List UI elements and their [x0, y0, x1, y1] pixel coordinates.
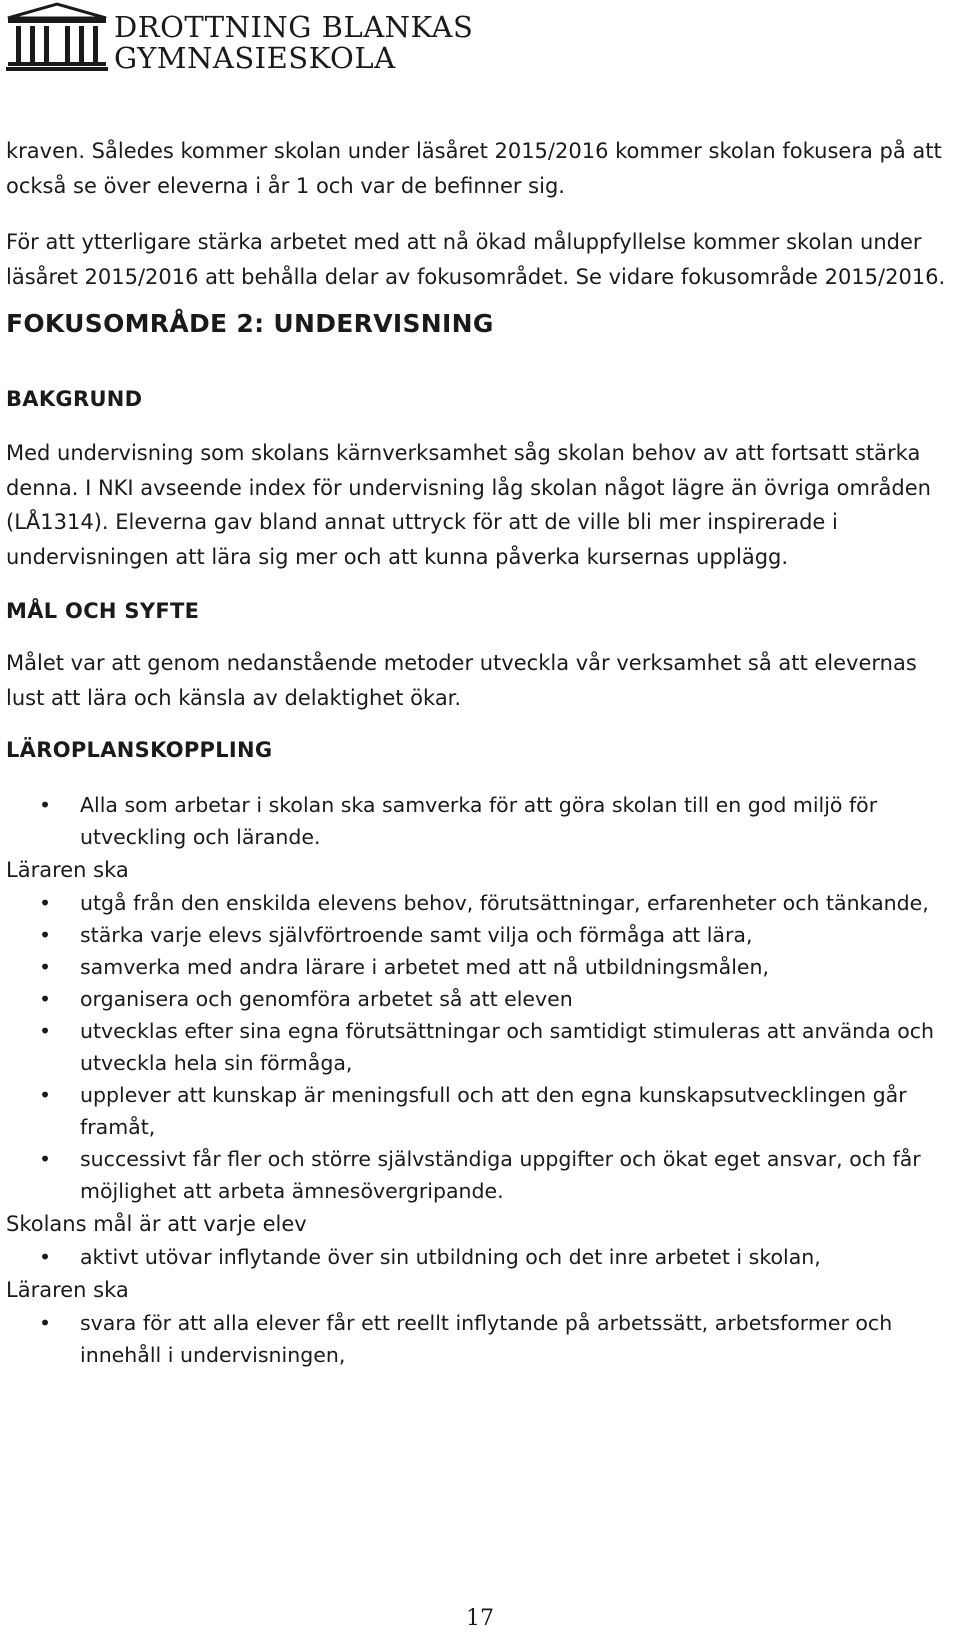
mal-heading: MÅL OCH SYFTE	[6, 599, 200, 623]
list-item-text: samverka med andra lärare i arbetet med att nå utbildningsmålen,	[80, 955, 770, 979]
list-item-text: utvecklas efter sina egna förutsättningar och samtidigt stimuleras att använda och utveckla hela sin förmåga,	[80, 1019, 935, 1075]
mal-text: Målet var att genom nedanstående metoder utveckla vår verksamhet så att elevernas lust att lära och känsla av delaktighet ökar.	[6, 651, 917, 710]
bullet-icon: •	[39, 1019, 52, 1043]
list-item	[6, 1015, 954, 1079]
intro-paragraph-2: För att ytterligare stärka arbetet med att nå ökad måluppfyllelse kommer skolan under läsåret 2015/2016 att behålla delar av fokusområdet. Se vidare fokusområde 2015/2016.	[6, 230, 946, 289]
logo-line-1: DROTTNING BLANKAS	[114, 10, 474, 44]
page-number: 17	[466, 1606, 494, 1631]
bullet-icon: •	[39, 955, 52, 979]
intro-paragraph-1: kraven. Således kommer skolan under läsåret 2015/2016 kommer skolan fokusera på att också se över eleverna i år 1 och var de befinner sig.	[6, 139, 942, 198]
lead-school-goal: Skolans mål är att varje elev	[6, 1212, 307, 1236]
bullet-icon: •	[39, 987, 52, 1011]
list-item	[6, 951, 954, 983]
bullet-icon: •	[39, 891, 52, 915]
list-item-text: utgå från den enskilda elevens behov, förutsättningar, erfarenheter och tänkande,	[80, 891, 929, 915]
list-item-text: organisera och genomföra arbetet så att eleven	[80, 987, 573, 1011]
bullet-icon: •	[39, 1311, 52, 1335]
list-item	[6, 983, 954, 1015]
laroplan-heading: LÄROPLANSKOPPLING	[6, 738, 273, 762]
general-bullet-list	[6, 789, 954, 853]
list-item	[6, 1079, 954, 1143]
teacher-bullet-list	[6, 887, 954, 1207]
list-item	[6, 1143, 954, 1207]
list-item	[6, 1307, 954, 1371]
bullet-icon: •	[39, 1147, 52, 1171]
lead-teacher-2: Läraren ska	[6, 1278, 129, 1302]
teacher-bullet-list-2	[6, 1307, 954, 1371]
school-building-logo-icon	[6, 2, 108, 72]
logo-line-2: GYMNASIESKOLA	[114, 41, 396, 75]
bullet-icon: •	[39, 923, 52, 947]
section-title: FOKUSOMRÅDE 2: UNDERVISNING	[6, 309, 494, 338]
list-item-text: svara för att alla elever får ett reellt inflytande på arbetssätt, arbetsformer och innehåll i undervisningen,	[80, 1311, 893, 1367]
list-item	[6, 887, 954, 919]
list-item-text: successivt får fler och större självständiga uppgifter och ökat eget ansvar, och får möjlighet att arbeta ämnesövergripande.	[80, 1147, 921, 1203]
bullet-icon: •	[39, 1245, 52, 1269]
school-header	[6, 2, 474, 75]
list-item-text: stärka varje elevs självförtroende samt vilja och förmåga att lära,	[80, 923, 753, 947]
lead-teacher: Läraren ska	[6, 858, 129, 882]
list-item-text: upplever att kunskap är meningsfull och att den egna kunskapsutvecklingen går framåt,	[80, 1083, 907, 1139]
list-item	[6, 789, 954, 853]
document-body	[6, 134, 954, 1371]
bakgrund-text: Med undervisning som skolans kärnverksamhet såg skolan behov av att fortsatt stärka denna. I NKI avseende index för undervisning låg skolan något lägre än övriga områden (LÅ1314). Eleverna gav bland annat uttryck för att de ville bli mer inspirerade i undervisningen att lära sig mer och att kunna påverka kursernas upplägg.	[6, 441, 931, 569]
school-goal-bullet-list	[6, 1241, 954, 1273]
list-item	[6, 919, 954, 951]
bullet-icon: •	[39, 793, 52, 817]
list-item	[6, 1241, 954, 1273]
bullet-icon: •	[39, 1083, 52, 1107]
school-logo-text	[114, 12, 473, 74]
list-item-text: Alla som arbetar i skolan ska samverka för att göra skolan till en god miljö för utveckling och lärande.	[80, 793, 878, 849]
bakgrund-heading: BAKGRUND	[6, 387, 143, 411]
list-item-text: aktivt utövar inflytande över sin utbildning och det inre arbetet i skolan,	[80, 1245, 821, 1269]
